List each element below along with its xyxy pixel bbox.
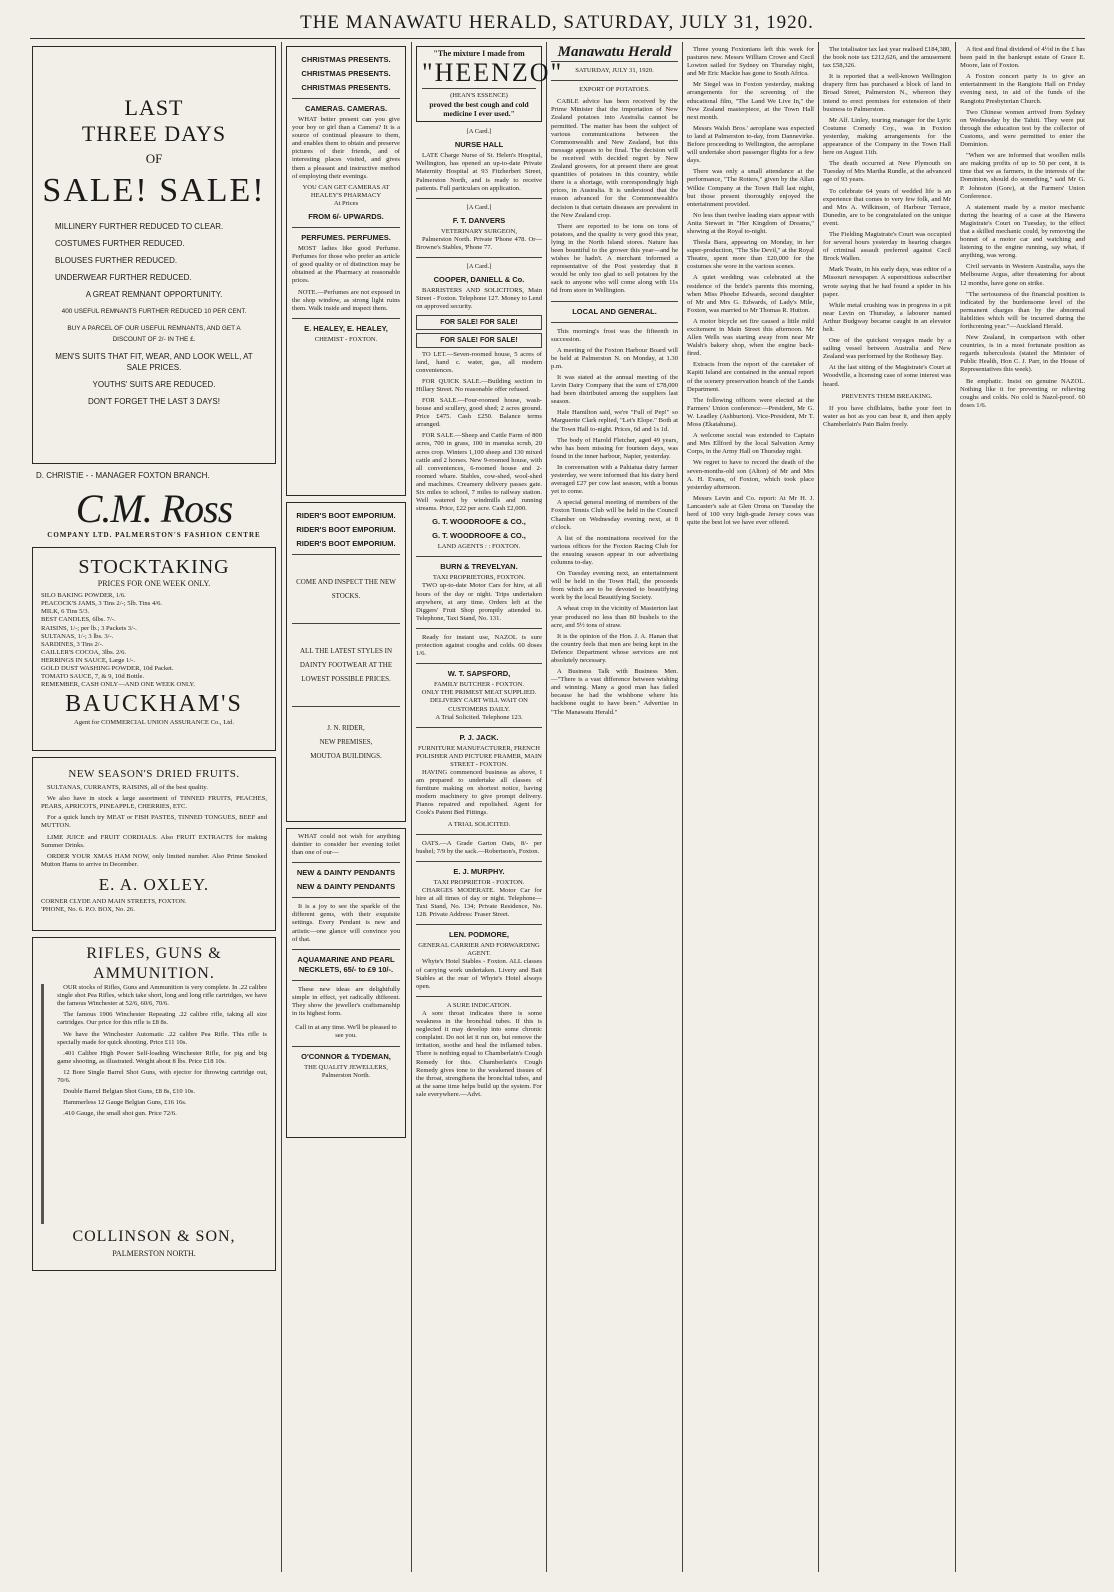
rider-text-2: ALL THE LATEST STYLES IN DAINTY FOOTWEAR AT THE LOWEST POSSIBLE PRICES. bbox=[299, 647, 393, 683]
perfumes-note: NOTE.—Perfumes are not exposed in the shop window, as strong light ruins them. Walk inside and inspect them. bbox=[292, 288, 400, 312]
column-4-editorial bbox=[551, 46, 678, 1571]
sale-item: DON'T FORGET THE LAST 3 DAYS! bbox=[88, 397, 220, 407]
column-3-ads bbox=[416, 46, 564, 1571]
news-para: Thesla Bara, appearing on Monday, in her super-production, "The She Devil," at the Royal Theatre, spent more than £20,000 for the costumes she wore in the various scenes. bbox=[687, 239, 814, 271]
fruits-line: ORDER YOUR XMAS HAM NOW, only limited number. Also Prime Smoked Mutton Hams to arrive in December. bbox=[41, 852, 267, 868]
stocktaking-title: STOCKTAKING bbox=[78, 556, 230, 579]
fruits-line: We also have in stock a large assortment of TINNED FRUITS, PEACHES, PEARS, APRICOTS, PINEAPPLE, CHERRIES, ETC. bbox=[41, 795, 267, 811]
heenzo-quote: "The mixture I made from bbox=[433, 49, 525, 58]
podmore-title: LEN. PODMORE, bbox=[448, 930, 509, 940]
gift-body: WHAT could not wish for anything daintier to consider her evening toilet than one of our— bbox=[292, 833, 400, 857]
butcher-sub: FAMILY BUTCHER - FOXTON. bbox=[433, 681, 525, 689]
nameplate: Manawatu Herald bbox=[557, 44, 672, 60]
burn-title: BURN & TREVELYAN. bbox=[440, 562, 518, 572]
nurse-card: [A Card.] bbox=[466, 128, 492, 136]
divider bbox=[292, 98, 400, 99]
nazol-note: Ready for instant use, NAZOL is sure protection against coughs and colds. 60 doses 1/6. bbox=[416, 633, 542, 658]
heenzo-tail: proved the best cough and cold medicine I ever used." bbox=[429, 100, 529, 119]
editorial-date: SATURDAY, JULY 31, 1920. bbox=[575, 67, 654, 75]
stock-line: SILO BAKING POWDER, 1/6. bbox=[41, 592, 126, 600]
rider-building: MOUTOA BUILDINGS. bbox=[310, 752, 382, 760]
for-sale-heading: FOR SALE! FOR SALE! bbox=[416, 315, 542, 330]
sale-item: BLOUSES FURTHER REDUCED. bbox=[55, 256, 178, 266]
sale-title-2: THREE DAYS bbox=[81, 121, 227, 146]
column-1-ads bbox=[32, 46, 276, 1576]
jack-trial: A TRIAL SOLICITED. bbox=[447, 820, 511, 828]
news-para: A quiet wedding was celebrated at the residence of the bride's parents this morning, when Miss Phoebe Edwards, second daughter of Mr and Mrs G. Edwards, of Lady's Mile, Foxton, was married to Mr Thomas R. Hutton. bbox=[687, 274, 814, 314]
divider bbox=[292, 862, 400, 863]
stock-line: MILK, 6 Tins 5/3. bbox=[41, 608, 90, 616]
vet-body: Palmerston North. Private 'Phone 478. Or— Browne's Stables, 'Phone 77. bbox=[416, 235, 542, 252]
collinson-firm: COLLINSON & SON, bbox=[72, 1228, 236, 1246]
rifles-para: We have the Winchester Automatic .22 calibre Pea Rifle. This rifle is specially made for quick shooting. Price £11 10s. bbox=[57, 1030, 267, 1046]
divider bbox=[292, 318, 400, 319]
sale-item: COSTUMES FURTHER REDUCED. bbox=[55, 239, 185, 249]
sale-item: MEN'S SUITS THAT FIT, WEAR, AND LOOK WELL, AT SALE PRICES. bbox=[55, 352, 253, 373]
jewellers-sub: THE QUALITY JEWELLERS, bbox=[304, 1064, 388, 1072]
cameras-tag: YOU CAN GET CAMERAS AT HEALEY'S PHARMACY bbox=[302, 183, 390, 199]
news-para: Be emphatic. Insist on genuine NAZOL. Nothing like it for preventing or relieving coughs and colds. No cold is Nazol-proof. 60 doses 1/6. bbox=[960, 377, 1085, 409]
cameras-price-2: FROM 6/- UPWARDS. bbox=[308, 212, 384, 222]
stock-line: CAILLER'S COCOA, 3lbs. 2/6. bbox=[41, 648, 127, 656]
rifles-para: Double Barrel Belgian Shot Guns, £8 8s, £10 10s. bbox=[63, 1088, 196, 1096]
news-para: Extracts from the report of the caretaker of Kapiti Island are contained in the annual report of the scenery preservation branch of the Lands Department. bbox=[687, 361, 814, 393]
news-para: The following officers were elected at the Farmers' Union conference:—President, Mr G. W. Leadley (Ashburton). Vice-President, Mr T. Moss (Ekatahuna). bbox=[687, 396, 814, 429]
sale-ad bbox=[32, 46, 276, 464]
rifle-illustration bbox=[41, 984, 51, 1224]
news-para: A Foxton concert party is to give an entertainment in the Rangiotu Hall on Friday evening next, in aid of the funds of the Rangiotu Presbyterian Church. bbox=[960, 73, 1085, 105]
murphy-title: E. J. MURPHY. bbox=[453, 866, 505, 876]
stock-line: RAISINS, 1/-; per lb.; 3 Packets 3/-. bbox=[41, 624, 137, 632]
rifles-para: The famous 1906 Winchester Repeating .22 calibre rifle, taking all size cartridges. Our price for this rifle is £8 8s. bbox=[57, 1011, 267, 1027]
nurse-title: NURSE HALL bbox=[454, 140, 504, 150]
news-para: A motor bicycle set fire caused a little mild excitement in Main Street this afternoon. Mr Allen Wells was starting away from near Mr Walsh's bakery shop, when the engine back-fired. bbox=[687, 317, 814, 358]
divider bbox=[416, 834, 542, 835]
healey-name: E. HEALEY, E. HEALEY, bbox=[304, 323, 388, 333]
divider bbox=[416, 861, 542, 862]
column-divider bbox=[682, 42, 683, 1572]
rifles-para: Hammerless 12 Gauge Belgian Guns, £16 16s. bbox=[63, 1099, 187, 1107]
rifles-para: .401 Calibre High Power Self-loading Winchester Rifle, for pig and big game shooting, as illustrated. Weight about 8 lbs. Price £18 10s. bbox=[57, 1049, 267, 1065]
local-para: A list of the nominations received for the various offices for the Foxton Racing Club for the ensuing season appear in our advertising columns to-day. bbox=[551, 534, 678, 566]
stocktaking-sub: PRICES FOR ONE WEEK ONLY. bbox=[97, 579, 211, 589]
divider bbox=[416, 628, 542, 629]
sale-listing: FOR SALE.—Sheep and Cattle Farm of 800 acres, 700 in grass, 100 in manuka scrub, 20 acres crop. Winters 1,100 sheep and 130 mixed cattle and 2 horses. New 9-roomed house, with all conveniences, 6-roomed house and 2-roomed whare. Stables, cow-shed, wool-shed and machines. Creamery delivery passes gate. Six miles to school, 7 miles to railway station. Well watered by windmills and running streams. Price, £22 per acre. Cash £2,000. bbox=[416, 432, 542, 513]
news-para: There was only a small attendance at the performance, "The Rotters," given by the Allan Wilkie Company at the Town Hall last night, but those present thoroughly enjoyed the entertainment provided. bbox=[687, 168, 814, 208]
local-para: The body of Harold Fletcher, aged 49 years, who has been missing for fourteen days, was found in the inner harbour, Napier, yesterday. bbox=[551, 436, 678, 460]
xmas-heading: CHRISTMAS PRESENTS. bbox=[301, 83, 391, 92]
heenzo-ad bbox=[416, 46, 564, 122]
news-para: It is reported that a well-known Wellington drapery firm has purchased a block of land in Broad Street, Palmerston N., whereon they intend to erect premises for extension of their business to Palmerston. bbox=[823, 73, 951, 113]
divider bbox=[292, 897, 400, 898]
sure-body: A sore throat indicates there is some weakness in the bronchial tubes. If this is neglected it may develop into some chronic complaint. Do not let it run on, but remove the irritation, soothe and heal the inflamed tubes. There is nothing equal to Chamberlain's Cough Remedy for this. Chamberlain's Cough Remedy gives tone to the weakened tissues of the throat, strengthens the bronchial tubes, and at the same time helps build up the system. For sale everywhere.—Advt. bbox=[416, 1009, 542, 1098]
rifles-content bbox=[41, 984, 267, 1224]
news-para: We regret to have to record the death of the seven-months-old son (Alton) of Mr and Mrs A. H. Evans, of Foxton, which took place yesterday afternoon. bbox=[687, 459, 814, 491]
local-para: This morning's frost was the fifteenth in succession. bbox=[551, 327, 678, 343]
podmore-body: Whyte's Hotel Stables - Foxton. ALL classes of carrying work undertaken. Livery and Bait Stables at the rear of Whyte's Hotel always open. bbox=[416, 958, 542, 990]
news-para: If you have chilblains, bathe your feet in water as hot as you can bear it, and then apply Chamberlain's Pain Balm freely. bbox=[823, 404, 951, 428]
rifles-para: OUR stocks of Rifles, Guns and Ammunition is very complete. In .22 calibre single shot Pea Rifles, which take short, long and long rifle cartridges, we have the famous Winchester at 52/6, 60/6, 70/6. bbox=[57, 984, 267, 1008]
news-para: Mr Siegel was in Foxton yesterday, making arrangements for the screening of the educational film, "The Land We Live In," the New Zealand masterpiece, at the Town Hall next month. bbox=[687, 81, 814, 121]
pendants-body: It is a joy to see the sparkle of the different gems, with their exquisite settings. Every Pendant is new and artistic—one glance will convince you of that. bbox=[292, 903, 400, 943]
divider bbox=[292, 227, 400, 228]
local-para: It was stated at the annual meeting of the Levin Dairy Company that the sum of £78,000 had been distributed among the suppliers last season. bbox=[551, 374, 678, 406]
stock-line: PEACOCK'S JAMS, 3 Tins 2/-; 5lb. Tins 4/6. bbox=[41, 600, 163, 608]
news-para: At the last sitting of the Magistrate's Court at Woodville, a licensing case of some interest was heard. bbox=[823, 364, 951, 388]
news-para: "The seriousness of the financial position is indicated by the burdensome level of the permanent charges than by the abnormal liabilities which will be incurred during the forthcoming year."—Auckland Herald. bbox=[960, 290, 1085, 330]
local-para: A wheat crop in the vicinity of Masterton last year produced no less than 80 bushels to the acre, and 5½ tons of straw. bbox=[551, 605, 678, 629]
stock-line: SARDINES, 3 Tins 2/-. bbox=[41, 640, 104, 648]
local-para: In conversation with a Pahiatua dairy farmer yesterday, we were informed that his dairy herd averaged £27 per cow last season, with a bonus yet to come. bbox=[551, 463, 678, 496]
oconnor-ad bbox=[286, 828, 406, 1138]
news-para: New Zealand, in comparison with other countries, is in a most fortunate position as regards tuberculosis (stated the Minister of Public Health, Hon C. J. Parr, in the House of Representatives this week). bbox=[960, 334, 1085, 374]
column-6-news bbox=[823, 46, 951, 1571]
column-5-news bbox=[687, 46, 814, 1571]
oats-notice: OATS.—A Grade Garton Oats, 8/- per bushel; 7/9 by the sack.—Robertson's, Foxton. bbox=[416, 839, 542, 855]
sale-item: MILLINERY FURTHER REDUCED TO CLEAR. bbox=[55, 222, 224, 232]
sale-item: BUY A PARCEL OF OUR USEFUL REMNANTS, AND GET A DISCOUNT OF 2/- IN THE £. bbox=[67, 325, 241, 344]
sure-title: A SURE INDICATION. bbox=[446, 1001, 512, 1009]
necklets-body: These new ideas are delightfully simple in effect, yet radically different. They show the jeweller's craftsmanship in its highest form. bbox=[292, 985, 400, 1018]
column-7-news bbox=[960, 46, 1085, 1571]
stock-line: REMEMBER, CASH ONLY—AND ONE WEEK ONLY. bbox=[41, 681, 195, 689]
burn-body: TWO up-to-date Motor Cars for hire, at all hours of the day or night. Trips undertaken anywhere, at any time. Orders left at the Diggers' Fruit Shop promptly attended to. Telephone, Taxi Stand, No. 131. bbox=[416, 582, 542, 622]
column-divider bbox=[818, 42, 819, 1572]
local-title: LOCAL AND GENERAL. bbox=[572, 306, 657, 316]
law-body: BARRISTERS AND SOLICITORS, Main Street - Foxton. Telephone 127. Money to Lend on approved security. bbox=[416, 287, 542, 311]
stock-line: BEST CANDLES, 6lbs. 7/-. bbox=[41, 616, 116, 624]
butcher-title: W. T. SAPSFORD, bbox=[447, 669, 511, 679]
jack-text: HAVING commenced business as above, I am prepared to undertake all classes of furniture making on shortest notice, having modern machinery to give prompt delivery. Pianos repaired and repolished. Agent for Cook's Patent Bed Fittings. bbox=[416, 768, 542, 817]
sale-items bbox=[41, 211, 267, 417]
local-para: Hale Hamilton said, we're "Full of Pep!" so Marguerite Clark replied, "Let's Elope." Both at the Town Hall to-night. Prices, 6d and 1s 1d. bbox=[551, 409, 678, 433]
rider-text-1: COME AND INSPECT THE NEW STOCKS. bbox=[296, 578, 396, 600]
stock-line: SULTANAS, 1/-; 3 lbs. 3/-. bbox=[41, 632, 114, 640]
column-divider bbox=[955, 42, 956, 1572]
sale-title-4: SALE! SALE! bbox=[42, 172, 266, 210]
law-card: [A Card.] bbox=[466, 263, 492, 271]
butcher-body: ONLY THE PRIMEST MEAT SUPPLIED. DELIVERY CART WILL WAIT ON CUSTOMERS DAILY. bbox=[421, 689, 537, 713]
stock-line: GOLD DUST WASHING POWDER, 10d Packet. bbox=[41, 665, 174, 673]
necklets-title: AQUAMARINE AND PEARL NECKLETS, 65/- to £9 10/-. bbox=[297, 954, 395, 974]
rider-name: J. N. RIDER, bbox=[327, 724, 365, 732]
oxley-phone: 'PHONE, No. 6. P.O. BOX, No. 26. bbox=[41, 906, 135, 914]
ross-logo: C.M. Ross bbox=[75, 486, 233, 531]
rider-title: RIDER'S BOOT EMPORIUM. bbox=[296, 539, 396, 548]
rifles-para: 12 Bore Single Barrel Shot Guns, with ejector for throwing cartridge out, 70/6. bbox=[57, 1068, 267, 1085]
news-para: To celebrate 64 years of wedded life is an experience that comes to very few folk, and Mr and Mrs A. Wilkinson, of Harbour Terrace, Dunedin, are to be congratulated on the unique event. bbox=[823, 187, 951, 227]
bauckham-sub: Agent for COMMERCIAL UNION ASSURANCE Co., Ltd. bbox=[73, 719, 235, 727]
news-para: Mr Alf. Linley, touring manager for the Lyric Costume Comedy Coy., was in Foxton yesterday, making arrangements for the appearance of the Company in the Town Hall here on August 11th. bbox=[823, 116, 951, 157]
burn-sub: TAXI PROPRIETORS, FOXTON. bbox=[432, 574, 526, 582]
heenzo-title: "HEENZO" bbox=[422, 58, 564, 88]
sale-manager: D. CHRISTIE - - MANAGER FOXTON BRANCH. bbox=[36, 471, 210, 480]
divider bbox=[416, 727, 542, 728]
rider-title: RIDER'S BOOT EMPORIUM. bbox=[296, 511, 396, 520]
vet-card: [A Card.] bbox=[466, 203, 492, 211]
jewellers-town: Palmerston North. bbox=[321, 1072, 371, 1080]
news-para: No less than twelve leading stars appear with Anita Stewart in "Her Kingdom of Dreams," showing at the Royal to-night. bbox=[687, 211, 814, 235]
sale-listing: FOR QUICK SALE.—Building section in Hillary Street. No reasonable offer refused. bbox=[416, 377, 542, 393]
xmas-heading: CHRISTMAS PRESENTS. bbox=[301, 55, 391, 64]
rifles-body bbox=[57, 984, 267, 1224]
news-para: "When we are informed that woollen mills are making profits of up to 50 per cent, it is time that we as farmers, in the interests of the Dominion, should do something," said Mr G. P. Johnston (Gore), at the Farmers' Union Conference. bbox=[960, 152, 1085, 200]
vet-title: F. T. DANVERS bbox=[452, 215, 506, 225]
sale-listing: TO LET.—Seven-roomed house, 5 acres of land, hand c. water, gas, all modern conveniences. bbox=[416, 350, 542, 374]
stock-line: HERRINGS IN SAUCE, Large 1/-. bbox=[41, 656, 136, 664]
dried-fruits-ad bbox=[32, 757, 276, 931]
divider bbox=[292, 1046, 400, 1047]
local-para: A special general meeting of members of the Foxton Tennis Club will be held in the Council Chamber on Wednesday evening next, at 8 o'clock. bbox=[551, 499, 678, 531]
jack-title: P. J. JACK. bbox=[459, 732, 499, 742]
news-para: Messrs Walsh Bros.' aeroplane was expected to land at Palmerston to-day, from Dannevirke. Before proceeding to Wellington, the aeroplane will undertake short passenger flights for a few days. bbox=[687, 124, 814, 165]
rifles-ad bbox=[32, 937, 276, 1271]
divider bbox=[292, 949, 400, 950]
export-title: EXPORT OF POTATOES. bbox=[579, 86, 650, 94]
sale-item: A GREAT REMNANT OPPORTUNITY. bbox=[85, 290, 223, 300]
divider bbox=[416, 996, 542, 997]
news-para: The Fielding Magistrate's Court was occupied for several hours yesterday in hearing charges of criminal assault preferred against Cecil Brock Wallen. bbox=[823, 230, 951, 263]
local-para: A meeting of the Foxton Harbour Board will be held at Palmerston N. on Monday, at 1.30 p.m. bbox=[551, 346, 678, 370]
necklets-call: Call in at any time. We'll be pleased to see you. bbox=[295, 1024, 397, 1040]
divider bbox=[416, 257, 542, 258]
healey-line: CHEMIST - FOXTON. bbox=[314, 335, 378, 343]
divider bbox=[292, 554, 400, 555]
news-para: Civil servants in Western Australia, says the Melbourne Argus, after threatening for about 12 months, have gone on strike. bbox=[960, 263, 1085, 287]
news-para: Three young Foxtonians left this week for pastures new. Messrs William Crowe and Cecil Lowton sailed for Sydney on Thursday night, and Mr Eric Mackie has gone to South Africa. bbox=[687, 46, 814, 78]
cameras-title: CAMERAS. CAMERAS. bbox=[304, 104, 388, 113]
local-para: It is the opinion of the Hon. J. A. Hanan that the country feels that men are being kept in the Defence Department whose services are not absolutely necessary. bbox=[551, 632, 678, 664]
news-para: Mark Twain, in his early days, was editor of a Missouri newspaper. A superstitious subscriber wrote saying that he had found a spider in his paper. bbox=[823, 266, 951, 298]
fruits-line: LIME JUICE and FRUIT CORDIALS. Also FRUIT EXTRACTS for making Summer Drinks. bbox=[41, 833, 267, 849]
perfumes-title: PERFUMES. PERFUMES. bbox=[301, 233, 391, 243]
rifles-para: .410 Gauge, the small shot gun. Price 72/6. bbox=[63, 1110, 177, 1118]
column-divider bbox=[281, 42, 282, 1572]
perfumes-body: MOST ladies like good Perfume. Perfumes for those who prefer an article of good quality or of distinction may be obtained at the Pharmacy at reasonable prices. bbox=[292, 245, 400, 285]
podmore-sub: GENERAL CARRIER AND FORWARDING AGENT. bbox=[418, 942, 540, 958]
divider bbox=[292, 623, 400, 624]
sale-title-3: OF bbox=[145, 151, 163, 166]
rider-premises: NEW PREMISES, bbox=[319, 738, 373, 746]
agents-name: G. T. WOODROOFE & CO., bbox=[432, 531, 526, 541]
sale-item: 400 USEFUL REMNANTS FURTHER REDUCED 10 PER CENT. bbox=[61, 308, 247, 316]
jewellers-name: O'CONNOR & TYDEMAN, bbox=[301, 1052, 391, 1062]
for-sale-heading: FOR SALE! FOR SALE! bbox=[416, 333, 542, 348]
butcher-tel: A Trial Solicited. Telephone 123. bbox=[435, 713, 523, 721]
murphy-sub: TAXI PROPRIETOR - FOXTON. bbox=[433, 878, 525, 886]
divider bbox=[416, 924, 542, 925]
export-para: There are reported to be tons on tons of potatoes, and the quality is very good this year, lying in the North Island stores. Nature has been bountiful to the grower this year—and he wishes he hadn't. A merchant informed a representative of the Post yesterday that it would be only too glad to sell potatoes by the sack to anyone who will come along with 11s 6d from store in Wellington. bbox=[551, 222, 678, 295]
fruits-title: NEW SEASON'S DRIED FRUITS. bbox=[68, 768, 240, 781]
prevents-title: PREVENTS THEM BREAKING. bbox=[841, 392, 933, 400]
cameras-price-1: At Prices bbox=[333, 199, 359, 207]
divider bbox=[416, 556, 542, 557]
bauckham-brand: BAUCKHAM'S bbox=[65, 691, 243, 718]
news-para: A welcome social was extended to Captain and Mrs Ellford by the local Salvation Army Corps, in the Army Hall on Thursday night. bbox=[687, 432, 814, 456]
oxley-addr: CORNER CLYDE AND MAIN STREETS, FOXTON. bbox=[41, 897, 187, 905]
cameras-body: WHAT better present can you give your boy or girl than a Camera? It is a source of continual pleasure to them, and enables them to obtain and preserve pictures of their friends, and of interesting places visited, and gives them a pleasant and instructive method of employing their evenings. bbox=[292, 116, 400, 180]
local-para: On Tuesday evening next, an entertainment will be held in the Town Hall, the proceeds from which are to be devoted to beautifying work by the local Beautifying Society. bbox=[551, 570, 678, 602]
murphy-body: CHARGES MODERATE. Motor Car for hire at all times of day or night. Telephone—Taxi Stand, No. 134; Private Residence, No. 128. Private Address: Fraser Street. bbox=[416, 886, 542, 919]
heenzo-sub: (HEAN'S ESSENCE) bbox=[450, 92, 508, 100]
agents-name: G. T. WOODROOFE & CO., bbox=[432, 517, 526, 527]
news-para: Two Chinese women arrived from Sydney on Wednesday by the Tahiti. They were put through the education test by the collector of Customs, and were permitted to enter the Dominion. bbox=[960, 108, 1085, 149]
rider-ad bbox=[286, 502, 406, 822]
column-2-ads bbox=[286, 46, 406, 1571]
oxley-firm: E. A. OXLEY. bbox=[98, 874, 210, 894]
xmas-heading: CHRISTMAS PRESENTS. bbox=[301, 69, 391, 78]
divider bbox=[416, 663, 542, 664]
news-para: Messrs Levin and Co. report: At Mr H. J. Lancaster's sale at Glen Orona on Tuesday the herd of 100 very high-grade Jersey cows was quite the best lot we have ever offered. bbox=[687, 494, 814, 527]
jack-sub: FURNITURE MANUFACTURER, FRENCH POLISHER AND PICTURE FRAMER, MAIN STREET - FOXTON. bbox=[416, 744, 542, 768]
news-para: The death occurred at New Plymouth on Tuesday of Mrs Martha Rundle, at the advanced age of 93 years. bbox=[823, 160, 951, 184]
stock-line: TOMATO SAUCE, 7, & 9, 10d Bottle. bbox=[41, 673, 145, 681]
masthead-rule bbox=[30, 38, 1085, 39]
sale-item: UNDERWEAR FURTHER REDUCED. bbox=[55, 273, 192, 283]
export-para: CABLE advice has been received by the Prime Minister that the importation of New Zealand potatoes into Australia cannot be permitted. The matter has been the subject of various communications between the Commonwealth and New Zealand, but this message appears to be final. The decision will be received with decided regret by New Zealand growers, for at present there are great quantities of potatoes in this country, while there is a shortage, with correspondingly high prices, in Australia. It is understood that the reason advanced for the Commonwealth's decision is that certain diseases are prevalent in the New Zealand crop. bbox=[551, 98, 678, 219]
agents-line: LAND AGENTS : : FOXTON. bbox=[437, 543, 521, 551]
law-title: COOPER, DANIELL & Co. bbox=[433, 275, 525, 285]
sale-title-1: LAST bbox=[124, 95, 184, 120]
news-para: The totalisator tax last year realised £184,380, the book note tax £212,626, and the amusement tax £58,326. bbox=[823, 46, 951, 70]
pendants-title: NEW & DAINTY PENDANTS bbox=[296, 868, 396, 878]
ross-sub: COMPANY LTD. PALMERSTON'S FASHION CENTRE bbox=[47, 531, 261, 539]
pendants-title: NEW & DAINTY PENDANTS bbox=[296, 882, 396, 892]
news-para: While metal crushing was in progress in a pit near Levin on Thursday, a labourer named Arthur Budgway became caught in an elevator belt. bbox=[823, 301, 951, 333]
healey-ad bbox=[286, 46, 406, 496]
divider bbox=[551, 322, 678, 323]
news-para: A statement made by a motor mechanic during the hearing of a case at the Hawera Magistrate's Court on Tuesday, to the effect that a skilled mechanic could, by removing the bonnet of a motor car and watching and listening to the engine running, say what, if anything, was wrong. bbox=[960, 203, 1085, 260]
nurse-body: LATE Charge Nurse of St. Helen's Hospital, Wellington, has opened an up-to-date Private Maternity Hospital at 93 Fitzherbert Street, Palmerston North, and is ready to receive patients. Full particulars on application. bbox=[416, 152, 542, 192]
news-para: One of the quickest voyages made by a sailing vessel between Australia and New Zealand was performed by the Rothesay Bay. bbox=[823, 337, 951, 361]
collinson-town: PALMERSTON NORTH. bbox=[112, 1249, 196, 1259]
divider bbox=[551, 61, 678, 62]
column-divider bbox=[411, 42, 412, 1572]
rifles-title: RIFLES, GUNS & AMMUNITION. bbox=[86, 945, 222, 983]
divider bbox=[292, 980, 400, 981]
divider bbox=[551, 301, 678, 302]
masthead: THE MANAWATU HERALD, SATURDAY, JULY 31, 1920. bbox=[300, 12, 814, 33]
local-para: A Business Talk with Business Men.—"There is a vast difference between wishing and winning. Many a good man has failed because he had the wishbone where his backbone ought to have been." Advertise in "The Manawatu Herald." bbox=[551, 668, 678, 716]
fruits-line: For a quick lunch try MEAT or FISH PASTES, TINNED TONGUES, BEEF and MUTTON. bbox=[41, 814, 267, 830]
stocktaking-ad bbox=[32, 547, 276, 751]
fruits-line: SULTANAS, CURRANTS, RAISINS, all of the best quality. bbox=[47, 784, 208, 792]
divider bbox=[551, 80, 678, 81]
vet-sub: VETERINARY SURGEON, bbox=[441, 227, 517, 235]
column-divider bbox=[546, 42, 547, 1572]
sale-listing: FOR SALE.—Four-roomed house, wash-house and scullery, good shed; 2 acres ground. Price £475. Cash £250. Balance terms arranged. bbox=[416, 396, 542, 429]
rider-title: RIDER'S BOOT EMPORIUM. bbox=[296, 525, 396, 534]
sale-item: YOUTHS' SUITS ARE REDUCED. bbox=[92, 380, 216, 390]
divider bbox=[292, 706, 400, 707]
news-para: A first and final dividend of 4½d in the £ has been paid in the bankrupt estate of Grace E. Moore, late of Foxton. bbox=[960, 46, 1085, 70]
divider bbox=[416, 198, 542, 199]
